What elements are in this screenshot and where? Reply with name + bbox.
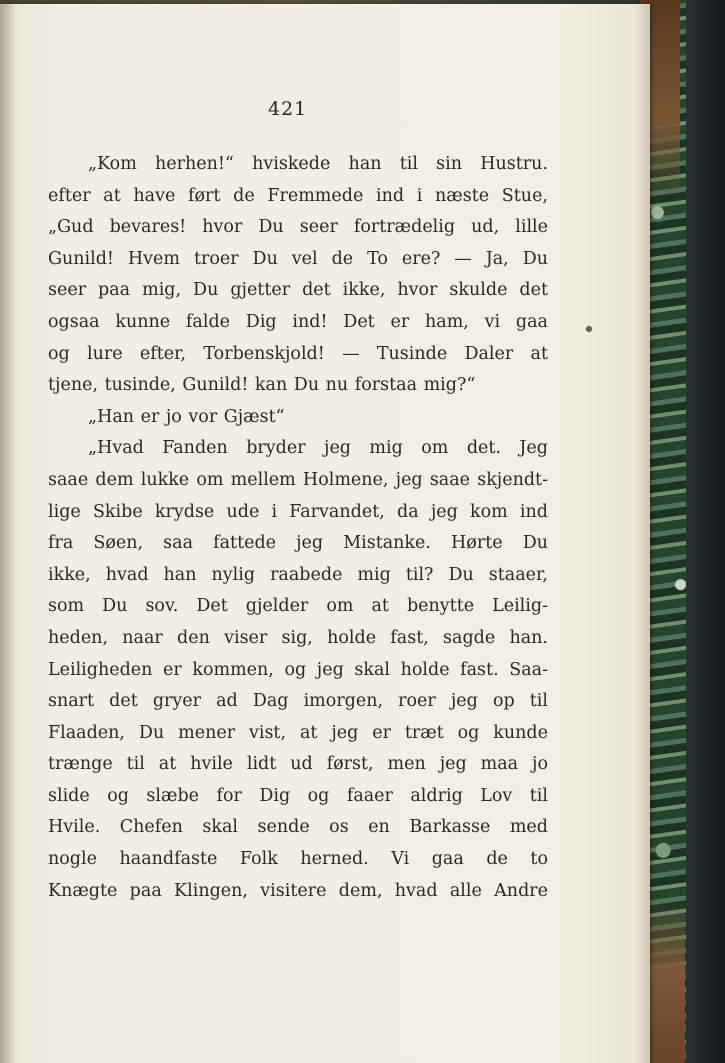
text-line: slide og slæbe for Dig og faaer aldrig Lov til	[48, 785, 548, 806]
text-line: „Gud bevares! hvor Du seer fortrædelig ud, lille	[48, 217, 548, 238]
text-line: Flaaden, Du mener vist, at jeg er træt og kunde	[48, 722, 548, 743]
page-gutter-shadow	[0, 4, 16, 1063]
paper-speck	[585, 325, 593, 333]
text-line: efter at have ført de Fremmede ind i næste Stue,	[48, 185, 548, 206]
book-page	[0, 4, 650, 1063]
text-line: ogsaa kunne falde Dig ind! Det er ham, vi gaa	[48, 311, 548, 332]
text-line: lige Skibe krydse ude i Farvandet, da jeg kom ind	[48, 501, 548, 522]
text-line: trænge til at hvile lidt ud først, men jeg maa jo	[48, 754, 548, 775]
text-line: seer paa mig, Du gjetter det ikke, hvor skulde det	[48, 280, 548, 301]
dark-background-edge	[686, 0, 725, 1063]
text-line: „Han er jo vor Gjæst“	[88, 406, 285, 427]
text-line: heden, naar den viser sig, holde fast, sagde han.	[48, 627, 548, 648]
text-line: ikke, hvad han nylig raabede mig til? Du staaer,	[48, 564, 548, 585]
text-line: Gunild! Hvem troer Du vel de To ere? — Ja, Du	[48, 248, 548, 269]
text-line: fra Søen, saa fattede jeg Mistanke. Hørte Du	[48, 533, 548, 554]
page-number: 421	[268, 98, 308, 120]
text-line: saae dem lukke om mellem Holmene, jeg saae skjendt-	[48, 469, 548, 490]
text-line: nogle haandfaste Folk herned. Vi gaa de to	[48, 849, 548, 870]
text-line: og lure efter, Torbenskjold! — Tusinde Daler at	[48, 343, 548, 364]
text-line: tjene, tusinde, Gunild! kan Du nu forstaa mig?“	[48, 375, 476, 396]
text-line: Leiligheden er kommen, og jeg skal holde fast. Saa-	[48, 659, 548, 680]
text-line: „Kom herhen!“ hviskede han til sin Hustru.	[88, 154, 548, 174]
body-text	[48, 149, 548, 907]
text-line: Hvile. Chefen skal sende os en Barkasse med	[48, 817, 548, 838]
text-line: snart det gryer ad Dag imorgen, roer jeg op til	[48, 691, 548, 712]
text-line: Knægte paa Klingen, visitere dem, hvad alle Andre	[48, 880, 548, 901]
text-line: som Du sov. Det gjelder om at benytte Leilig-	[48, 596, 548, 617]
text-line: „Hvad Fanden bryder jeg mig om det. Jeg	[88, 438, 548, 459]
